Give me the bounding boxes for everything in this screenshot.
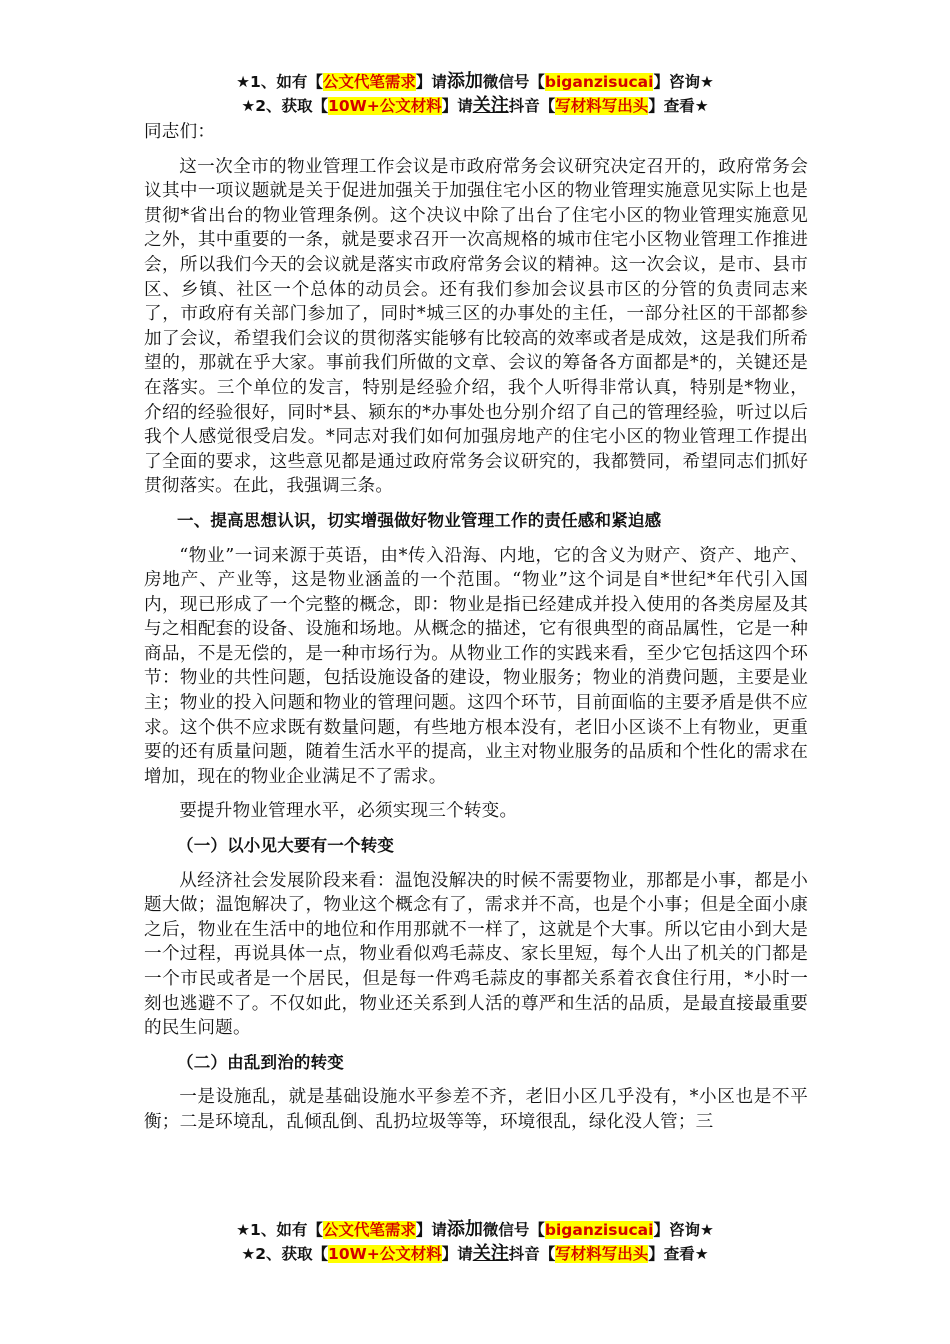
banner-text: 】请 <box>441 97 473 115</box>
banner-wechat-id: biganzisucai <box>544 73 654 91</box>
star-icon: ★ <box>241 97 256 115</box>
banner-text: 】请 <box>415 1221 447 1239</box>
banner-emphasis: 关注 <box>472 95 509 116</box>
banner-text: 2、获取【 <box>255 97 329 115</box>
banner-text: 抖音【 <box>508 97 556 115</box>
banner-emphasis: 关注 <box>472 1243 509 1264</box>
banner-wechat-id: biganzisucai <box>544 1221 654 1239</box>
paragraph-small-to-big: 从经济社会发展阶段来看：温饱没解决的时候不需要物业，那都是小事，都是小题大做；温饱解决了，物业这个概念有了，需求并不高，也是个小事；但是全面小康之后，物业在生活中的地位和作用那就不一样了，这就是个大事。所以它由小到大是一个过程，再说具体一点，物业看似鸡毛蒜皮、家长里短，每个人出了机关的门都是一个市民或者是一个居民，但是每一件鸡毛蒜皮的事都关系着衣食住行用，*小时一刻也逃避不了。不仅如此，物业还关系到人活的尊严和生活的品质，是最直接最重要的民生问题。 <box>144 870 808 1039</box>
paragraph-property-definition: “物业”一词来源于英语，由*传入沿海、内地，它的含义为财产、资产、地产、房地产、产业等，这是物业涵盖的一个范围。“物业”这个词是自*世纪*年代引入国内，现已形成了一个完整的概念，即：物业是指已经建成并投入使用的各类房屋及其与之相配套的设备、设施和场地。从概念的描述，它有很典型的商品属性，它是一种商品，不是无偿的，是一种市场行为。从物业工作的实践来看，至少它包括这四个环节：物业的共性问题，包括设施设备的建设，物业服务；物业的消费问题，主要是业主；物业的投入问题和物业的管理问题。这四个环节，目前面临的主要矛盾是供不应求。这个供不应求既有数量问题，有些地方根本没有，老旧小区谈不上有物业，更重要的还有质量问题，随着生活水平的提高，业主对物业服务的品质和个性化的需求在增加，现在的物业企业满足不了需求。 <box>144 545 808 787</box>
banner-text: 抖音【 <box>508 1245 556 1263</box>
banner-text: 】咨询★ <box>653 1221 714 1239</box>
banner-text: 微信号【 <box>482 73 545 91</box>
salutation: 同志们： <box>144 122 216 142</box>
paragraph-disorder: 一是设施乱，就是基础设施水平参差不齐，老旧小区几乎没有，*小区也是不平衡；二是环境乱，乱倾乱倒、乱扔垃圾等等，环境很乱，绿化没人管；三 <box>144 1087 808 1132</box>
banner-text: 】请 <box>415 73 447 91</box>
banner-text: 2、获取【 <box>255 1245 329 1263</box>
star-icon: ★ <box>236 73 251 91</box>
document-body <box>144 120 808 1135</box>
banner-text: 】咨询★ <box>653 73 714 91</box>
banner-highlight: 10W+公文材料 <box>328 97 442 115</box>
banner-text: 1、如有【 <box>250 1221 323 1239</box>
subheading-2: （二）由乱到治的转变 <box>177 1052 344 1072</box>
banner-douyin-id: 写材料写出头 <box>555 97 649 115</box>
paragraph-intro: 这一次全市的物业管理工作会议是市政府常务会议研究决定召开的，政府常务会议其中一项议题就是关于促进加强关于加强住宅小区的物业管理实施意见实际上也是贯彻*省出台的物业管理条例。这个决议中除了出台了住宅小区的物业管理实施意见之外，其中重要的一条，就是要求召开一次高规格的城市住宅小区物业管理工作推进会，所以我们今天的会议就是落实市政府常务会议的精神。这一次会议，是市、县市区、乡镇、社区一个总体的动员会。还有我们参加会议县市区的分管的负责同志来了，市政府有关部门参加了，同时*城三区的办事处的主任，一部分社区的干部都参加了会议，希望我们会议的贯彻落实能够有比较高的效率或者是成效，这是我们所希望的，那就在乎大家。事前我们所做的文章、会议的筹备各方面都是*的，关键还是在落实。三个单位的发言，特别是经验介绍，我个人听得非常认真，特别是*物业，介绍的经验很好，同时*县、颍东的*办事处也分别介绍了自己的管理经验，听过以后我个人感觉很受启发。*同志对我们如何加强房地产的住宅小区的物业管理工作提出了全面的要求，这些意见都是通过政府常务会议研究的，我都赞同，希望同志们抓好贯彻落实。在此，我强调三条。 <box>144 156 808 497</box>
section-heading-1: 一、提高思想认识，切实增强做好物业管理工作的责任感和紧迫感 <box>177 510 662 530</box>
banner-text: 】查看★ <box>648 97 709 115</box>
banner-douyin-id: 写材料写出头 <box>555 1245 649 1263</box>
banner-text: 1、如有【 <box>250 73 323 91</box>
banner-highlight: 公文代笔需求 <box>322 1221 416 1239</box>
paragraph-three-changes: 要提升物业管理水平，必须实现三个转变。 <box>179 801 518 822</box>
banner-text: 微信号【 <box>482 1221 545 1239</box>
banner-text: 】查看★ <box>648 1245 709 1263</box>
banner-emphasis: 添加 <box>446 71 483 92</box>
banner-highlight: 10W+公文材料 <box>328 1245 442 1263</box>
bottom-banner-line-1 <box>0 1219 950 1241</box>
banner-text: 】请 <box>441 1245 473 1263</box>
banner-emphasis: 添加 <box>446 1219 483 1240</box>
banner-highlight: 公文代笔需求 <box>322 73 416 91</box>
bottom-banner-line-2 <box>0 1243 950 1265</box>
star-icon: ★ <box>241 1245 256 1263</box>
top-banner-line-2 <box>0 95 950 117</box>
subheading-1: （一）以小见大要有一个转变 <box>177 836 395 856</box>
top-banner-line-1 <box>0 71 950 93</box>
star-icon: ★ <box>236 1221 251 1239</box>
